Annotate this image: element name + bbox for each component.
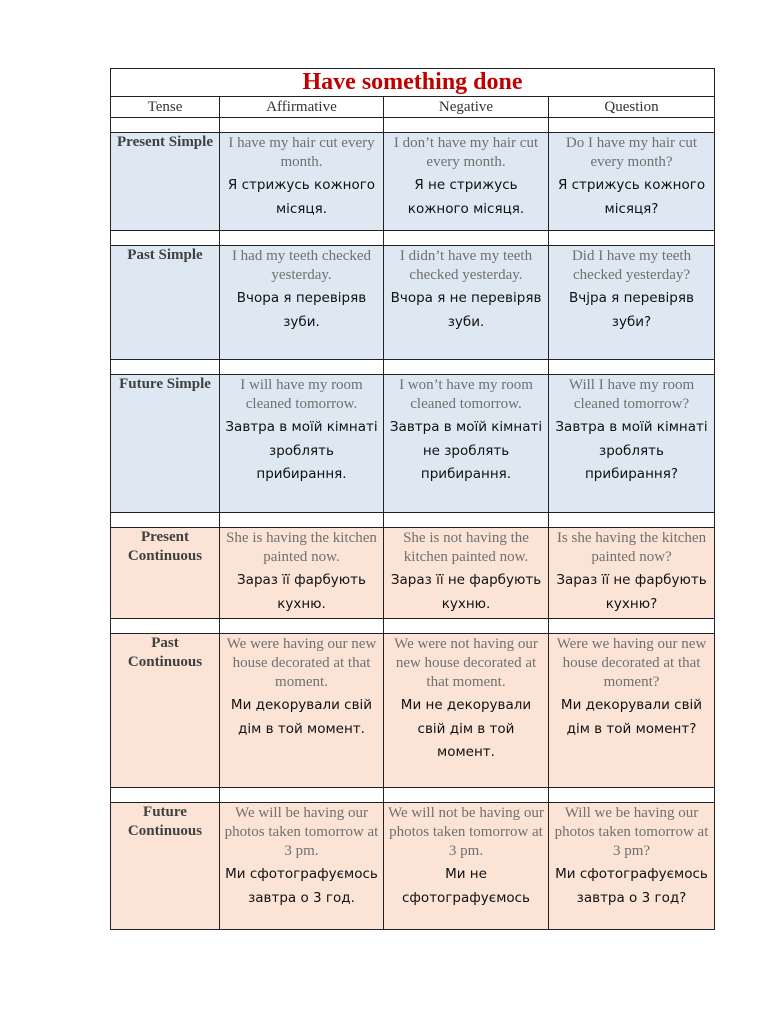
english-sentence: She is having the kitchen painted now. xyxy=(226,530,377,565)
table-title: Have something done xyxy=(111,69,715,97)
affirmative-cell xyxy=(220,528,384,619)
ukrainian-translation: Я стрижусь кожного місяця? xyxy=(557,177,706,217)
header-affirmative: Affirmative xyxy=(220,97,384,118)
affirmative-cell xyxy=(220,375,384,513)
header-question: Question xyxy=(549,97,715,118)
question-cell xyxy=(549,133,715,231)
spacer-row xyxy=(111,360,715,375)
english-sentence: We will not be having our photos taken tomorrow at 3 pm. xyxy=(388,805,544,859)
tense-cell: Present Continuous xyxy=(111,528,220,619)
question-cell xyxy=(549,375,715,513)
ukrainian-translation: Вчора я не перевіряв зуби. xyxy=(390,290,542,330)
table-row xyxy=(111,133,715,231)
tense-cell: Future Continuous xyxy=(111,803,220,930)
english-sentence: Will I have my room cleaned tomorrow? xyxy=(568,377,695,412)
affirmative-cell xyxy=(220,246,384,360)
question-cell xyxy=(549,634,715,788)
english-sentence: Will we be having our photos taken tomorrow at 3 pm? xyxy=(554,805,709,859)
ukrainian-translation: Ми декорували свій дім в той момент. xyxy=(230,697,373,737)
ukrainian-translation: Ми не сфотографуємось xyxy=(401,866,531,906)
table-row xyxy=(111,375,715,513)
ukrainian-translation: Зараз її не фарбують кухню? xyxy=(556,572,707,612)
tense-cell: Future Simple xyxy=(111,375,220,513)
english-sentence: Were we having our new house decorated at that moment? xyxy=(556,636,707,690)
ukrainian-translation: Завтра в моїй кімнаті не зроблять прибирання. xyxy=(389,419,543,482)
header-negative: Negative xyxy=(384,97,549,118)
english-sentence: We were having our new house decorated at that moment. xyxy=(226,636,377,690)
question-cell xyxy=(549,246,715,360)
ukrainian-translation: Ми сфотографуємось завтра о 3 год? xyxy=(555,866,708,906)
title-row xyxy=(111,69,715,97)
ukrainian-translation: Я стрижусь кожного місяця. xyxy=(227,177,376,217)
ukrainian-translation: Ми декорували свій дім в той момент? xyxy=(560,697,703,737)
english-sentence: I won’t have my room cleaned tomorrow. xyxy=(399,377,533,412)
english-sentence: Is she having the kitchen painted now? xyxy=(556,530,707,565)
english-sentence: We will be having our photos taken tomorrow at 3 pm. xyxy=(224,805,379,859)
tense-cell: Past Simple xyxy=(111,246,220,360)
table-row xyxy=(111,634,715,788)
english-sentence: I had my teeth checked yesterday. xyxy=(231,248,372,283)
ukrainian-translation: Я не стрижусь кожного місяця. xyxy=(407,177,525,217)
question-cell xyxy=(549,528,715,619)
grammar-table xyxy=(110,68,715,930)
ukrainian-translation: Завтра в моїй кімнаті зроблять прибирання. xyxy=(225,419,378,482)
table-row xyxy=(111,528,715,619)
ukrainian-translation: Ми сфотографуємось завтра о 3 год. xyxy=(225,866,378,906)
english-sentence: I will have my room cleaned tomorrow. xyxy=(240,377,363,412)
english-sentence: Do I have my hair cut every month? xyxy=(565,135,698,170)
header-tense: Tense xyxy=(111,97,220,118)
negative-cell xyxy=(384,803,549,930)
english-sentence: She is not having the kitchen painted now. xyxy=(403,530,529,565)
negative-cell xyxy=(384,375,549,513)
spacer-row xyxy=(111,231,715,246)
header-row xyxy=(111,97,715,118)
ukrainian-translation: Зараз її фарбують кухню. xyxy=(237,572,366,612)
spacer-row xyxy=(111,513,715,528)
english-sentence: I didn’t have my teeth checked yesterday. xyxy=(399,248,533,283)
negative-cell xyxy=(384,634,549,788)
negative-cell xyxy=(384,528,549,619)
ukrainian-translation: Вчjра я перевіряв зуби? xyxy=(569,290,694,330)
english-sentence: We were not having our new house decorated at that moment. xyxy=(394,636,538,690)
ukrainian-translation: Зараз її не фарбують кухню. xyxy=(390,572,542,612)
spacer-row xyxy=(111,788,715,803)
english-sentence: I don’t have my hair cut every month. xyxy=(393,135,539,170)
affirmative-cell xyxy=(220,803,384,930)
ukrainian-translation: Завтра в моїй кімнаті зроблять прибирання? xyxy=(555,419,708,482)
table-row xyxy=(111,803,715,930)
spacer-row xyxy=(111,118,715,133)
ukrainian-translation: Вчора я перевіряв зуби. xyxy=(236,290,367,330)
table-row xyxy=(111,246,715,360)
ukrainian-translation: Ми не декорували свій дім в той момент. xyxy=(400,697,532,760)
affirmative-cell xyxy=(220,634,384,788)
english-sentence: Did I have my teeth checked yesterday? xyxy=(571,248,692,283)
english-sentence: I have my hair cut every month. xyxy=(228,135,375,170)
tense-cell: Past Continuous xyxy=(111,634,220,788)
negative-cell xyxy=(384,133,549,231)
tense-cell: Present Simple xyxy=(111,133,220,231)
spacer-row xyxy=(111,619,715,634)
negative-cell xyxy=(384,246,549,360)
question-cell xyxy=(549,803,715,930)
affirmative-cell xyxy=(220,133,384,231)
